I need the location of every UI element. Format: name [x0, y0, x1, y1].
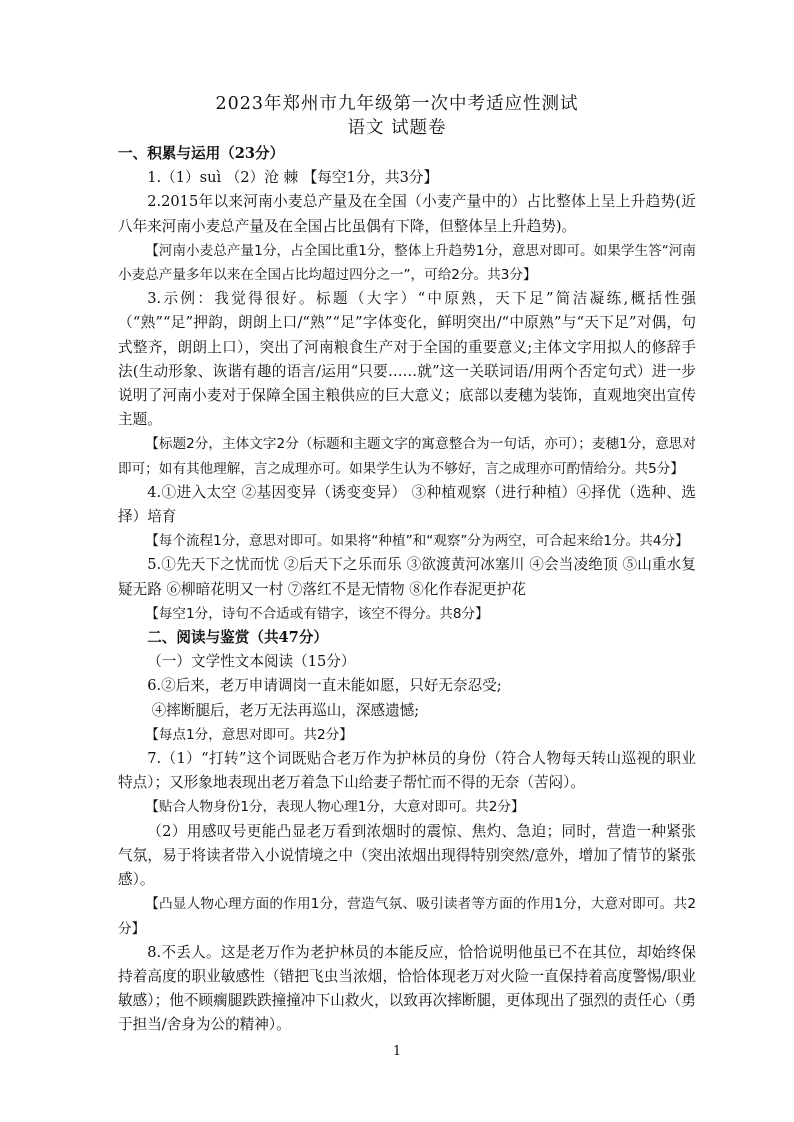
- answer-q5: 5.①先天下之忧而忧 ②后天下之乐而乐 ③欲渡黄河冰塞川 ④会当凌绝顶 ⑤山重水复疑无路 ⑥柳暗花明又一村 ⑦落红不是无情物 ⑧化作春泥更护花: [118, 556, 696, 598]
- answer-q1: 1.（1）suì （2）沧 棘 【每空1分，共3分】: [147, 169, 439, 187]
- page-number: 1: [392, 1044, 402, 1059]
- answer-q3: 3.示例：我觉得很好。标题（大字）“中原熟，天下足”简洁凝练,概括性强（“熟”“足”押韵，朗朗上口/“熟”“足”字体变化，鲜明突出/“中原熟”与“天下足”对偶，句式整齐，朗朗上口），突出了河南粮食生产对于全国的重要意义;主体文字用拟人的修辞手法(生动形象、诙谐有趣的语言/运用“只要……就”这一关联词语/用两个否定句式）进一步说明了河南小麦对于保障全国主粮供应的巨大意义；底部以麦穗为装饰，直观地突出宣传主题。: [118, 290, 696, 429]
- scoring-note-q6: 【每点1分，意思对即可。共2分】: [145, 726, 353, 743]
- scoring-note-q3: 【标题2分，主体文字2分（标题和主题文字的寓意整合为一句话，亦可）；麦穗1分，意思对即可；如有其他理解，言之成理亦可。如果学生认为不够好，言之成理亦可酌情给分。共5分】: [118, 436, 696, 477]
- answer-q6-point-b: ④摔断腿后，老万无法再巡山，深感遗憾;: [151, 701, 420, 719]
- answer-q8: 8.不丢人。这是老万作为老护林员的本能反应，恰恰说明他虽已不在其位，却始终保持着高度的职业敏感性（错把飞虫当浓烟，恰恰体现老万对火险一直保持着高度警惕/职业敏感）；他不顾瘸腿跌跌撞撞冲下山救火，以致再次摔断腿，更体现出了强烈的责任心（勇于担当/舍身为公的精神）。: [118, 943, 696, 1034]
- scoring-note-q4: 【每个流程1分，意思对即可。如果将“种植”和“观察”分为两空，可合起来给1分。共4分】: [145, 533, 689, 550]
- subsection-heading-1: （一）文学性文本阅读（15分）: [147, 653, 356, 671]
- scoring-note-q2: 【河南小麦总产量1分，占全国比重1分，整体上升趋势1分，意思对即可。如果学生答“河南小麦总产量多年以来在全国占比均超过四分之一”，可给2分。共3分】: [118, 242, 696, 284]
- page-title: 2023年郑州市九年级第一次中考适应性测试: [215, 94, 579, 114]
- answer-q7-part1: 7.（1）“打转”这个词既贴合老万作为护林员的身份（符合人物每天转山巡视的职业特点）；又形象地表现出老万着急下山给妻子帮忙而不得的无奈（苦闷）。: [118, 750, 696, 792]
- answer-q6-point-a: 6.②后来，老万申请调岗一直未能如愿，只好无奈忍受;: [147, 677, 502, 695]
- answer-content: [118, 142, 696, 1038]
- scoring-note-q5: 【每空1分，诗句不合适或有错字，该空不得分。共8分】: [145, 605, 489, 622]
- answer-q4: 4.①进入太空 ②基因变异（诱变变异） ③种植观察（进行种植）④择优（选种、选择）培育: [118, 483, 696, 526]
- section-heading-1: 一、积累与运用（23分）: [118, 145, 285, 162]
- scoring-note-q7-part1: 【贴合人物身份1分，表现人物心理1分，大意对即可。共2分】: [145, 799, 525, 816]
- section-heading-2: 二、阅读与鉴赏（共47分）: [147, 629, 329, 647]
- answer-q7-part2: （2）用感叹号更能凸显老万看到浓烟时的震惊、焦灼、急迫；同时，营造一种紧张气氛，易于将读者带入小说情境之中（突出浓烟出现得特别突然/意外，增加了情节的紧张感）。: [118, 822, 696, 889]
- answer-q2: 2.2015年以来河南小麦总产量及在全国（小麦产量中的）占比整体上呈上升趋势(近八年来河南小麦总产量及在全国占比虽偶有下降，但整体呈上升趋势)。: [118, 193, 696, 235]
- page-subtitle: 语文 试题卷: [347, 118, 447, 138]
- scoring-note-q7-part2: 【凸显人物心理方面的作用1分，营造气氛、吸引读者等方面的作用1分，大意对即可。共2分】: [118, 896, 696, 937]
